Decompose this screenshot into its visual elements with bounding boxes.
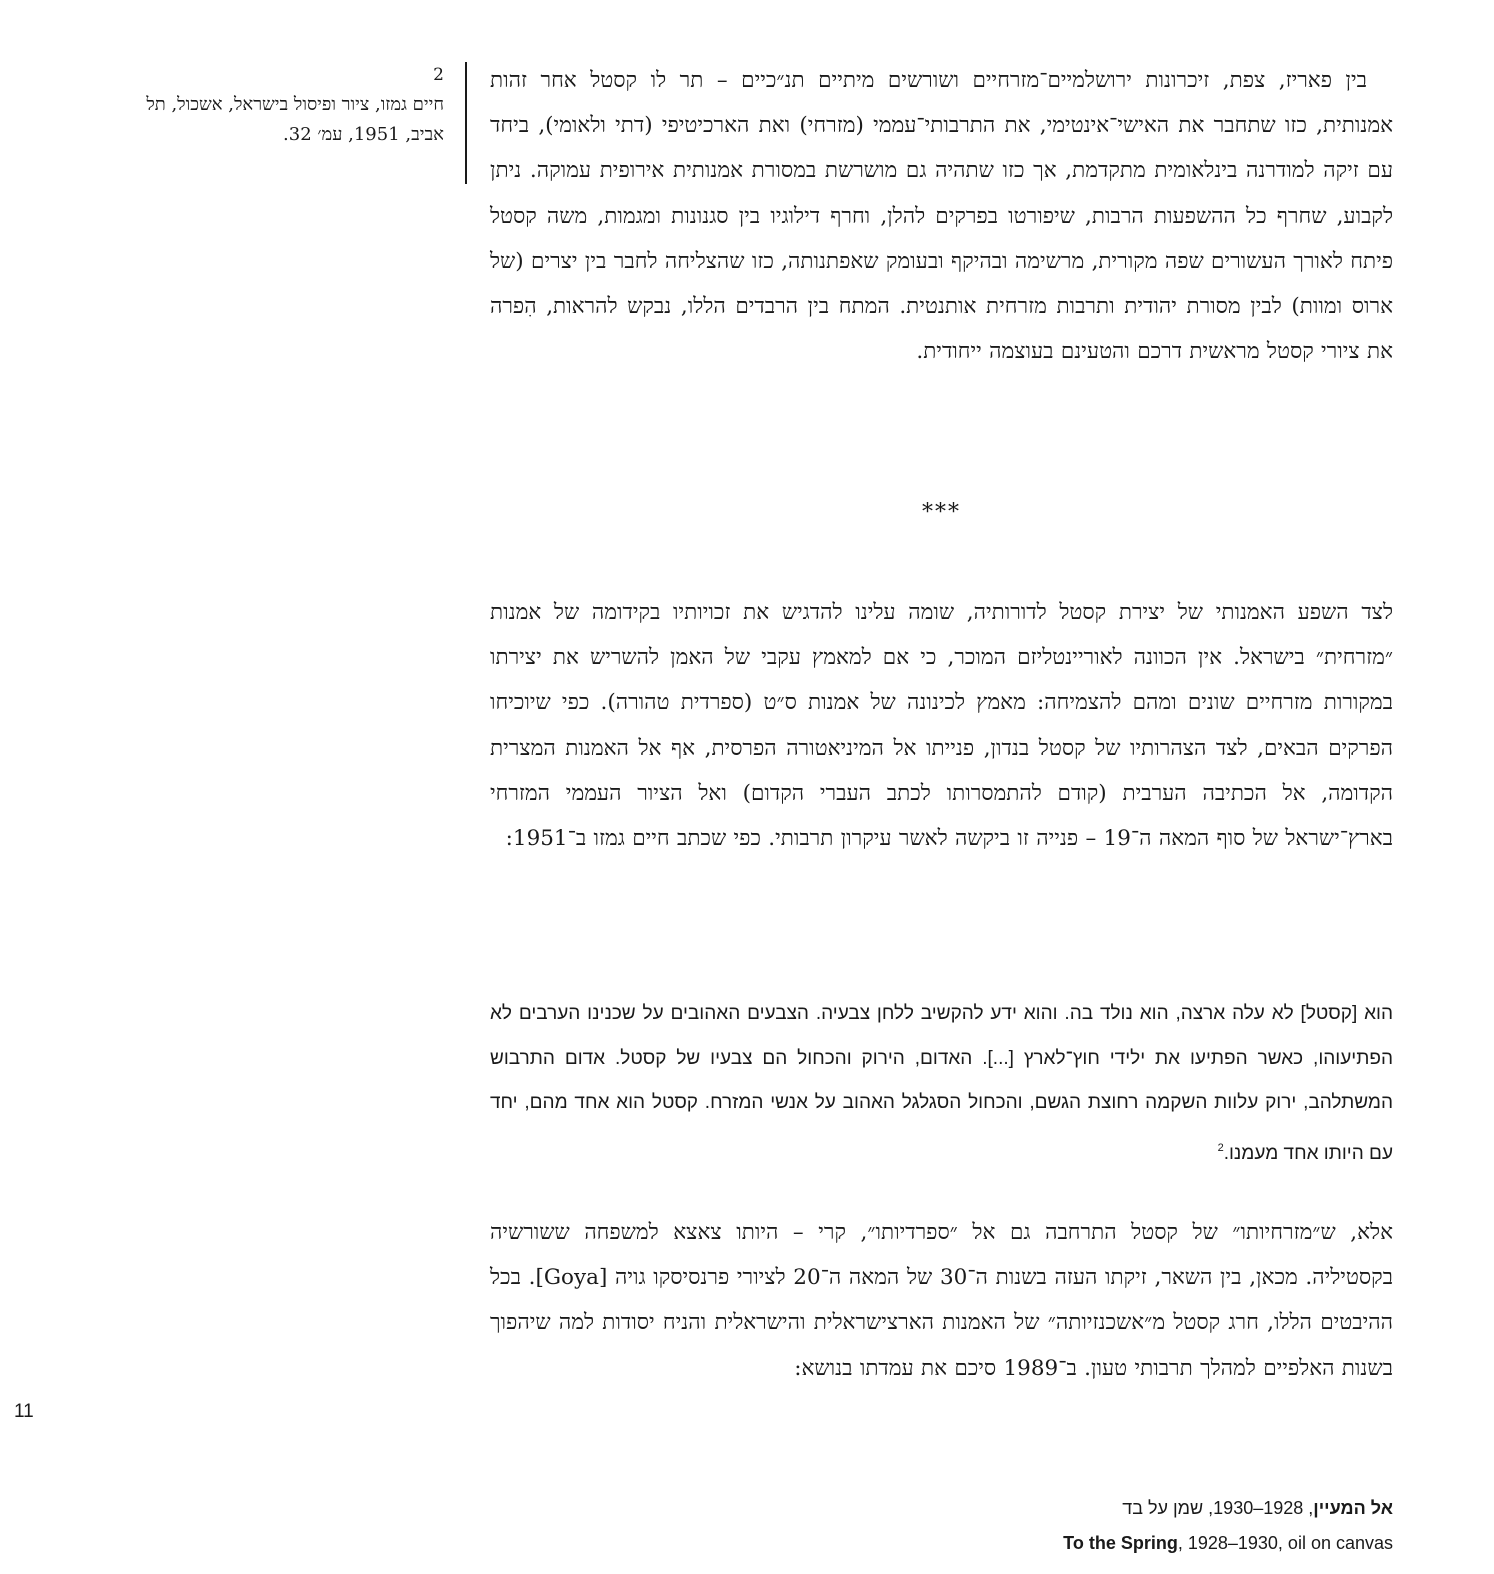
sidenote-number: 2 bbox=[433, 65, 444, 85]
caption-hebrew bbox=[1122, 1498, 1393, 1519]
caption-hebrew-details: , 1928–1930, שמן על בד bbox=[1122, 1498, 1314, 1518]
paragraph-1: בין פאריז, צפת, זיכרונות ירושלמיים־מזרחיים ושורשים מיתיים תנ״כיים – תר לו קסטל אחר זהות אמנותית, כזו שתחבר את האישי־אינטימי, את התרבותי־עממי (מזרחי) ואת הארכיטיפי (דתי ולאומי), ביחד עם זיקה למודרנה בינלאומית מתקדמת, אך כזו שתהיה גם מושרשת במסורת אמנותית אירופית עמוקה. ניתן לקבוע, שחרף כל ההשפעות הרבות, שיפורטו בפרקים להלן, וחרף דילוגיו בין סגנונות ומגמות, משה קסטל פיתח לאורך העשורים שפה מקורית, מרשימה ובהיקף ובעומק שאפתנותה, כזו שהצליחה לחבר בין יצרים (של ארוס ומוות) לבין מסורת יהודית ותרבות מזרחית אותנטית. המתח בין הרבדים הללו, נבקש להראות, הִפרה את ציורי קסטל מראשית דרכם והטעינם בעוצמה ייחודית. bbox=[490, 68, 1393, 365]
sidenote bbox=[130, 60, 444, 150]
section-separator: *** bbox=[922, 500, 961, 525]
caption-english bbox=[1063, 1533, 1393, 1554]
block-quote-text: הוא [קסטל] לא עלה ארצה, הוא נולד בה. והוא ידע להקשיב ללחן צבעיה. הצבעים האהובים על שכנינו הערבים לא הפתיעוהו, כאשר הפתיעו את ילידי חוץ־לארץ [...]. האדום, הירוק והכחול הם צבעיו של קסטל. אדום התרבוש המשתלהב, ירוק עלוות השקמה רחוצת הגשם, והכחול הסגלגל האהוב על אנשי המזרח. קסטל הוא אחד מהם, יחד עם היותו אחד מעמנו. bbox=[490, 1003, 1393, 1164]
paragraph-3: אלא, ש״מזרחיותו״ של קסטל התרחבה גם אל ״ספרדיותו״, קרי – היותו צאצא למשפחה ששורשיה בקסטיליה. מכאן, בין השאר, זיקתו העזה בשנות ה־30 של המאה ה־20 לציורי פרנסיסקו גויה [Goya]. בכל ההיבטים הללו, חרג קסטל מ״אשכנזיותה״ של האמנות הארצישראלית והישראלית והניח יסודות למה שיהפוך בשנות האלפיים למהלך תרבותי טעון. ב־1989 סיכם את עמדתו בנושא: bbox=[490, 1220, 1393, 1381]
paragraph-2: לצד השפע האמנותי של יצירת קסטל לדורותיה, שומה עלינו להדגיש את זכויותיו בקידומה של אמנות ״מזרחית״ בישראל. אין הכוונה לאוריינטליזם המוכר, כי אם למאמץ עקבי של האמן להשריש את יצירתו במקורות מזרחיים שונים ומהם להצמיחה: מאמץ לכינונה של אמנות ס״ט (ספרדית טהורה). כפי שיוכיחו הפרקים הבאים, לצד הצהרותיו של קסטל בנדון, פנייתו אל המיניאטורה הפרסית, אף אל האמנות המצרית הקדומה, אל הכתיבה הערבית (קודם להתמסרותו לכתב העברי הקדום) ואל הציור העממי המזרחי בארץ־ישראל של סוף המאה ה־19 – פנייה זו ביקשה לאשר עיקרון תרבותי. כפי שכתב חיים גמזו ב־1951: bbox=[490, 600, 1393, 852]
sidenote-text: חיים גמזו, ציור ופיסול בישראל, אשכול, תל אביב, 1951, עמ׳ 32. bbox=[146, 94, 444, 145]
block-quote bbox=[490, 992, 1393, 1176]
caption-hebrew-title: אל המעיין bbox=[1313, 1498, 1393, 1518]
caption-english-title: To the Spring bbox=[1063, 1533, 1178, 1553]
footnote-reference: 2 bbox=[1217, 1141, 1224, 1154]
caption-english-details: , 1928–1930, oil on canvas bbox=[1177, 1533, 1393, 1553]
sidenote-divider bbox=[465, 62, 467, 184]
page-number: 11 bbox=[14, 1401, 34, 1422]
